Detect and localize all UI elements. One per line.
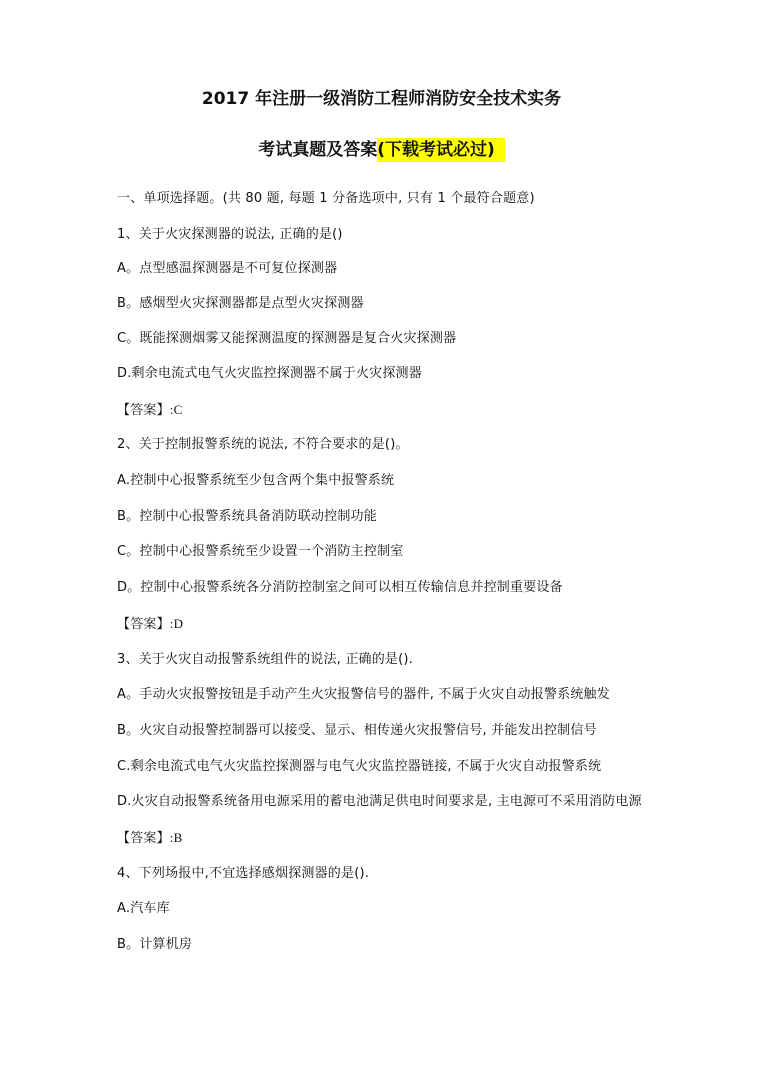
answer-label: 【答案】:C [117,402,183,417]
section-heading: 一、单项选择题。(共 80 题, 每题 1 分备选项中, 只有 1 个最符合题意) [117,191,535,206]
question-option: D。控制中心报警系统各分消防控制室之间可以相互传输信息并控制重要设备 [117,580,563,595]
question-option: C.剩余电流式电气火灾监控探测器与电气火灾监控器链接, 不属于火灾自动报警系统 [117,759,602,774]
question-stem: 4、下列场报中,不宜选择感烟探测器的是(). [117,866,370,881]
question-option: D.剩余电流式电气火灾监控探测器不属于火灾探测器 [117,366,422,381]
question-option: A。点型感温探测器是不可复位探测器 [117,261,338,276]
question-option: C。控制中心报警系统至少设置一个消防主控制室 [117,544,404,559]
document-title-line-2 [0,139,763,161]
question-option: B。火灾自动报警控制器可以接受、显示、相传递火灾报警信号, 并能发出控制信号 [117,723,597,738]
question-option: A.汽车库 [117,901,170,916]
question-stem: 1、关于火灾探测器的说法, 正确的是() [117,227,343,242]
question-option: B。计算机房 [117,937,193,952]
question-option: B。感烟型火灾探测器都是点型火灾探测器 [117,296,364,311]
question-stem: 3、关于火灾自动报警系统组件的说法, 正确的是(). [117,652,414,667]
title-highlight: (下载考试必过) [377,138,505,162]
question-stem: 2、关于控制报警系统的说法, 不符合要求的是()。 [117,437,409,452]
title-text: 2017 年注册一级消防工程师消防安全技术实务 [201,89,562,109]
title-text-plain: 考试真题及答案 [258,140,378,160]
document-title-line-1 [0,88,763,110]
answer-label: 【答案】:D [117,616,184,631]
question-option: D.火灾自动报警系统备用电源采用的蓄电池满足供电时间要求是, 主电源可不采用消防电源 [117,794,642,809]
question-option: A.控制中心报警系统至少包含两个集中报警系统 [117,473,395,488]
question-option: C。既能探测烟雾又能探测温度的探测器是复合火灾探测器 [117,331,457,346]
question-option: A。手动火灾报警按钮是手动产生火灾报警信号的器件, 不属于火灾自动报警系统触发 [117,687,610,702]
answer-label: 【答案】:B [117,830,183,845]
question-option: B。控制中心报警系统具备消防联动控制功能 [117,509,377,524]
